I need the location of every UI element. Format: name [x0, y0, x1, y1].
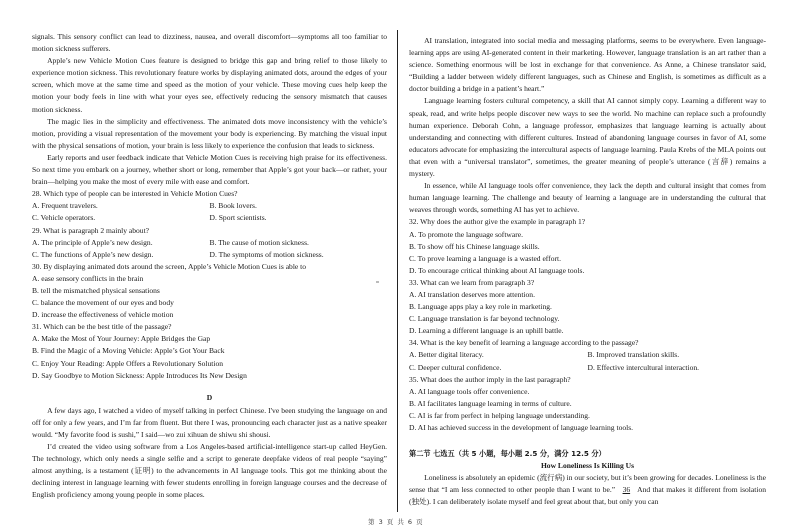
section-2-header: 第二节 七选五（共 5 小题，每小题 2.5 分，满分 12.5 分）: [409, 449, 606, 459]
question-stem: 32. Why does the author give the example in paragraph 1?: [409, 217, 586, 227]
option-d: D. Say Goodbye to Motion Sickness: Apple Introduces Its New Design: [32, 370, 247, 380]
question-32: [409, 216, 766, 276]
left-column: [32, 31, 387, 502]
question-stem: 29. What is paragraph 2 mainly about?: [32, 225, 150, 235]
question-30: [32, 261, 387, 321]
option-c: C. Enjoy Your Reading: Apple Offers a Revolutionary Solution: [32, 358, 224, 368]
option-a: A. AI language tools offer convenience.: [409, 386, 530, 396]
passage-title: How Loneliness Is Killing Us: [540, 461, 635, 471]
question-stem: 28. Which type of people can be interested in Vehicle Motion Cues?: [32, 189, 238, 199]
question-stem: 30. By displaying animated dots around the screen, Apple’s Vehicle Motion Cues is able to: [32, 261, 307, 271]
option-b: B. The cause of motion sickness.: [209, 237, 309, 247]
option-c: C. AI is far from perfect in helping language understanding.: [409, 410, 590, 420]
paragraph: Early reports and user feedback indicate that Vehicle Motion Cues is receiving high praise for its effectiveness. So next time you embark on a journey, whether short or long, remember that Apple’s got your back—or rather, your brain—helping you make the most of every mile with ease and comfort.: [32, 152, 387, 187]
question-28: [32, 188, 387, 224]
option-c: C. Vehicle operators.: [32, 213, 96, 223]
option-a: A. AI translation deserves more attention.: [409, 289, 535, 299]
paragraph: AI translation, integrated into social media and messaging platforms, seems to be everywhere. Even language-learning apps are using AI-generated content in their marketing. However, language translation is an art rather than a science. Something enormous will be lost in exchange for that convenience. As Anne, a Chinese translator said, “Building a ladder between widely different languages, such as Chinese and English, is sometimes as difficult as a doctor building a bridge in a patient’s heart.”: [409, 36, 766, 94]
column-divider: [397, 30, 398, 512]
right-column: [409, 35, 766, 509]
section-d-heading: D: [206, 392, 213, 402]
question-29: [32, 225, 387, 261]
option-a: A. The principle of Apple’s new design.: [32, 237, 153, 247]
question-stem: 31. Which can be the best title of the passage?: [32, 322, 172, 332]
option-a: A. Better digital literacy.: [409, 350, 484, 360]
answer-blank-36: 36: [622, 485, 631, 495]
paragraph: Language learning fosters cultural competency, a skill that AI cannot simply copy. Learning a different way to speak, read, and write helps people discover new ways to see the world. No machine can replace such a profoundly human experience. Deborah Cohn, a language professor, emphasizes that language learning is actually about understanding and connecting with different cultures. Instead of abandoning language courses in favor of AI, some educators advocate for emphasizing the intercultural aspects of language learning. Paula Krebs of the MLA points out that even with a “universal translator”, sometimes, the greater meaning of people’s utterance (言辞) remains a mystery.: [409, 96, 766, 179]
option-c: C. To prove learning a language is a wasted effort.: [409, 253, 561, 263]
paragraph: Apple’s new Vehicle Motion Cues feature is designed to bridge this gap and bring relief to those likely to experience motion sickness. This revolutionary feature works by displaying animated dots, around the edges of your screen, which move at the same time and speed as the motion of your vehicle. These moving cues help keep the motion your body feels in line with what your eyes see, effectively reducing the sensory mismatch that causes motion sickness.: [32, 56, 387, 114]
option-a: A. Make the Most of Your Journey: Apple Bridges the Gap: [32, 334, 211, 344]
option-d: D. increase the effectiveness of vehicle motion: [32, 310, 174, 320]
option-c: C. The functions of Apple’s new design.: [32, 249, 154, 259]
paragraph: The magic lies in the simplicity and effectiveness. The animated dots move inconsistency with the vehicle’s motion, providing a visual representation of the movement your body is experiencing. By matching the visual input with the physical sensations of motion, your brain is less likely to experience the confusion that leads to sickness.: [32, 116, 387, 150]
question-33: [409, 277, 766, 337]
paragraph: In essence, while AI language tools offer convenience, they lack the depth and cultural insight that comes from human language learning. The challenge and beauty of learning a language are in understanding the cultural that weaves through words, something AI has yet to achieve.: [409, 181, 766, 215]
option-b: B. Find the Magic of a Moving Vehicle: Apple’s Got Your Back: [32, 346, 225, 356]
paragraph: A few days ago, I watched a video of myself talking in perfect Chinese. I've been studying the language on and off for only a few years, and I’m far from fluent. But there I was, pronouncing each character just as a native speaker would. “My favorite food is sushi,” I said—wo zui xihuan de shiwu shi shousi.: [32, 405, 387, 439]
option-d: D. To encourage critical thinking about AI language tools.: [409, 265, 585, 275]
option-c: C. Deeper cultural confidence.: [409, 362, 502, 372]
option-d: D. Sport scientists.: [209, 213, 267, 223]
paragraph: I’d created the video using software from a Los Angeles-based artificial-intelligence start-up called HeyGen. The technology, which only needs a single selfie and a script to generate deepfake videos of real people “saying” almost anything, is a testament (证明) to the advancements in AI language tools. This got me thinking about the declining interest in language learning with fewer students enrolling in foreign language courses and the decrease of English proficiency among young people in some places.: [32, 442, 387, 500]
option-b: B. To show off his Chinese language skills.: [409, 241, 540, 251]
option-c: C. Language translation is far beyond technology.: [409, 314, 560, 324]
question-31: [32, 321, 387, 381]
option-b: B. tell the mismatched physical sensations: [32, 285, 160, 295]
option-c: C. balance the movement of our eyes and body: [32, 298, 174, 308]
paragraph-text: And that makes it different from isolation (独处). I can deliberately isolate myself and feel great about that, but only you can: [409, 485, 766, 507]
paragraph: signals. This sensory conflict can lead to dizziness, nausea, and overall discomfort—symptoms all too familiar to motion sickness sufferers.: [32, 32, 387, 54]
option-a: A. Frequent travelers.: [32, 201, 98, 211]
page-footer: 第 3 页 共 6 页: [368, 518, 424, 526]
question-stem: 33. What can we learn from paragraph 3?: [409, 277, 535, 287]
option-a: A. To promote the language software.: [409, 229, 523, 239]
paragraph: [409, 472, 766, 508]
option-b: B. Improved translation skills.: [587, 350, 680, 360]
option-d: D. The symptoms of motion sickness.: [209, 249, 324, 259]
option-a: A. ease sensory conflicts in the brain: [32, 273, 144, 283]
question-34: [409, 337, 766, 373]
option-d: D. Effective intercultural interaction.: [587, 362, 700, 372]
option-d: D. AI has achieved success in the development of language learning tools.: [409, 423, 634, 432]
option-b: B. AI facilitates language learning in terms of culture.: [409, 398, 572, 408]
question-stem: 35. What does the author imply in the last paragraph?: [409, 374, 571, 384]
paragraph-text: Loneliness is absolutely an epidemic (流行病) in our society, but it’s been growing for decades. Loneliness is the sense that “I am less connected to other people than I want to be.”: [409, 473, 766, 495]
option-b: B. Book lovers.: [209, 201, 257, 211]
option-b: B. Language apps play a key role in marketing.: [409, 302, 552, 312]
option-d: D. Learning a different language is an uphill battle.: [409, 326, 564, 336]
question-stem: 34. What is the key benefit of learning a language according to the passage?: [409, 338, 639, 348]
question-35: [409, 374, 766, 434]
